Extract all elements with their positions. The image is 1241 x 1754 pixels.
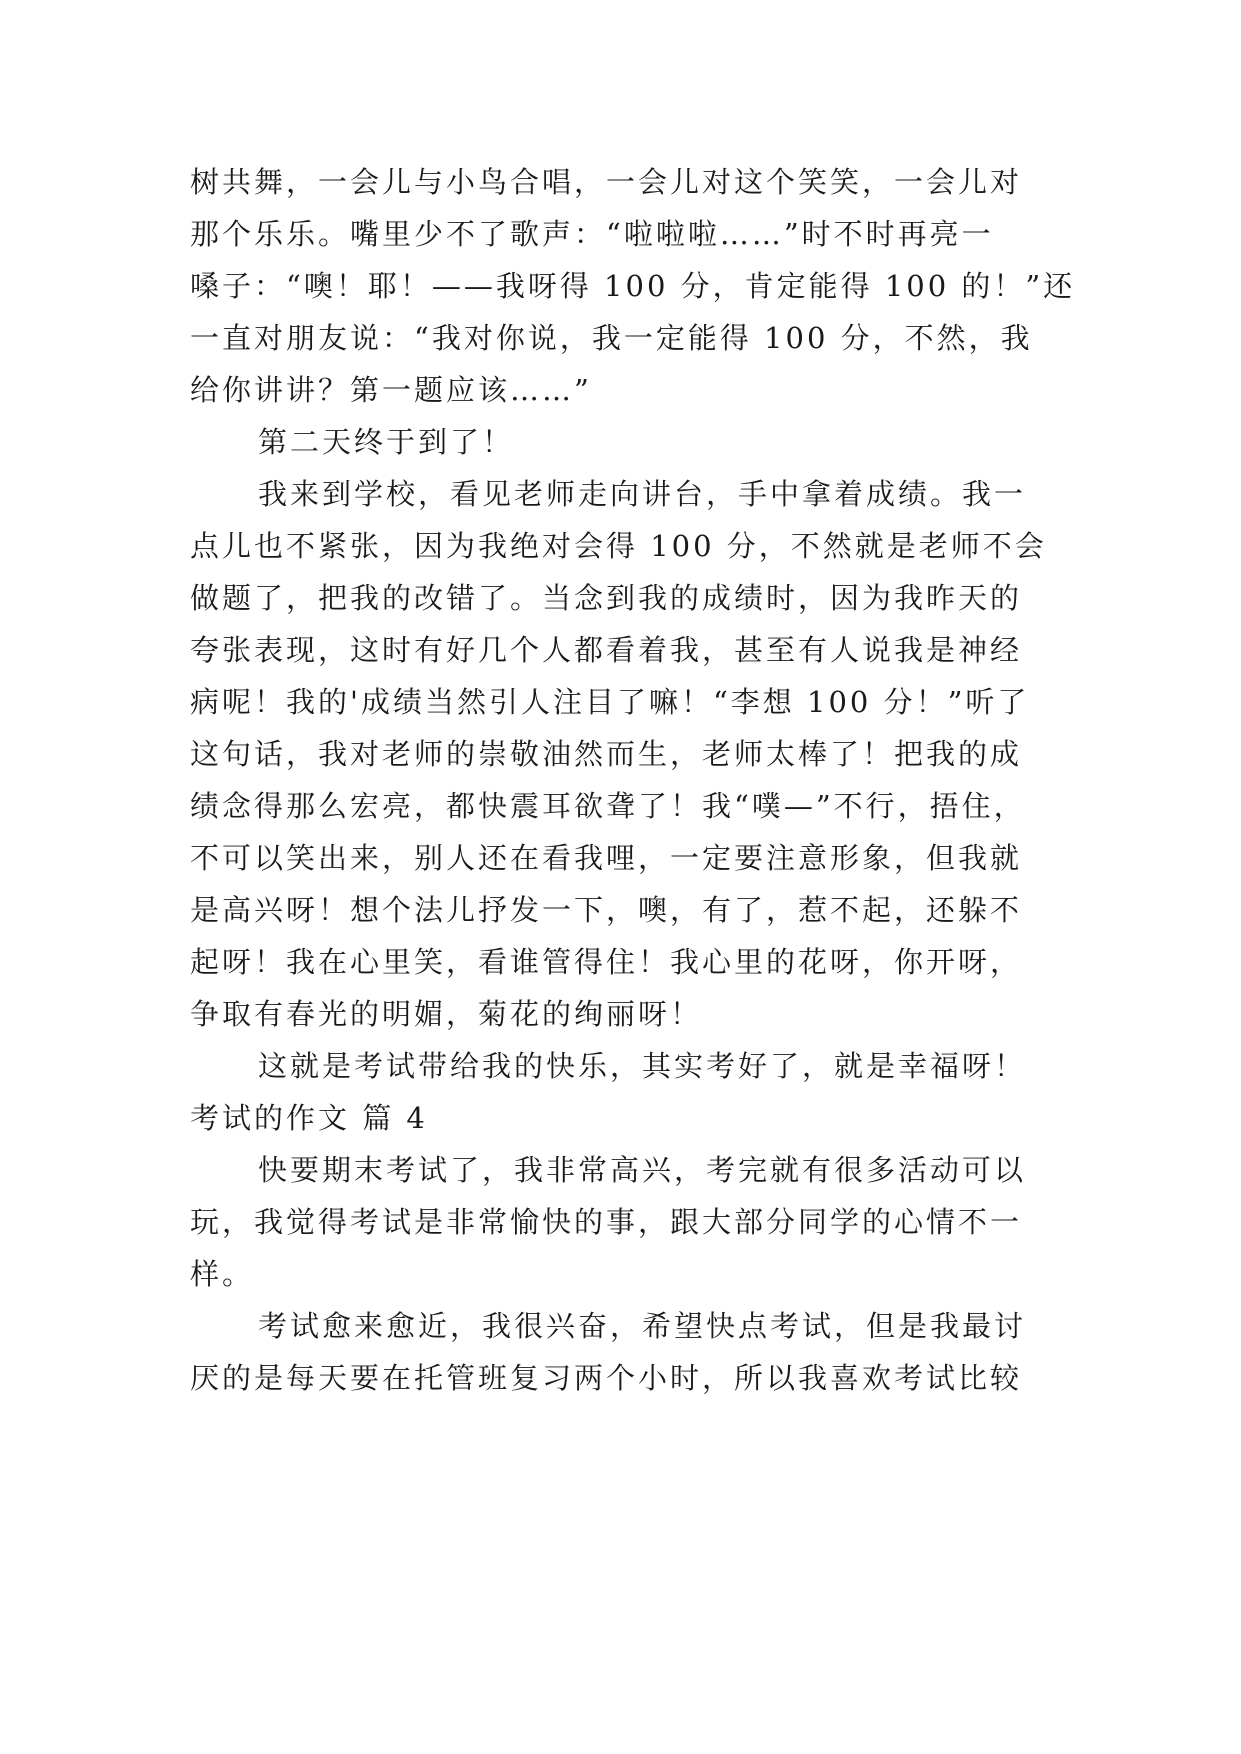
text-line: 是高兴呀！想个法儿抒发一下，噢，有了，惹不起，还躲不 xyxy=(190,893,1023,927)
text-line: 点儿也不紧张，因为我绝对会得 100 分，不然就是老师不会 xyxy=(190,529,1047,563)
text-line: 第二天终于到了！ xyxy=(258,425,515,459)
text-line: 嗓子：“噢！耶！——我呀得 100 分，肯定能得 100 的！”还 xyxy=(190,269,1076,303)
text-line: 这句话，我对老师的崇敬油然而生，老师太棒了！把我的成 xyxy=(190,737,1023,771)
text-line: 厌的是每天要在托管班复习两个小时，所以我喜欢考试比较 xyxy=(190,1361,1023,1395)
text-line: 争取有春光的明媚，菊花的绚丽呀！ xyxy=(190,997,703,1031)
text-line: 我来到学校，看见老师走向讲台，手中拿着成绩。我一 xyxy=(258,477,1027,511)
text-line: 一直对朋友说：“我对你说，我一定能得 100 分，不然，我 xyxy=(190,321,1033,355)
text-line: 样。 xyxy=(190,1257,255,1291)
text-line: 这就是考试带给我的快乐，其实考好了，就是幸福呀！ xyxy=(258,1049,1027,1083)
section-heading: 考试的作文 篇 4 xyxy=(190,1101,428,1135)
text-line: 玩，我觉得考试是非常愉快的事，跟大部分同学的心情不一 xyxy=(190,1205,1023,1239)
text-line: 做题了，把我的改错了。当念到我的成绩时，因为我昨天的 xyxy=(190,581,1023,615)
text-line: 起呀！我在心里笑，看谁管得住！我心里的花呀，你开呀， xyxy=(190,945,1023,979)
text-line: 夸张表现，这时有好几个人都看着我，甚至有人说我是神经 xyxy=(190,633,1023,667)
text-line: 树共舞，一会儿与小鸟合唱，一会儿对这个笑笑，一会儿对 xyxy=(190,165,1023,199)
text-line: 那个乐乐。嘴里少不了歌声：“啦啦啦……”时不时再亮一 xyxy=(190,217,994,251)
text-line: 不可以笑出来，别人还在看我哩，一定要注意形象，但我就 xyxy=(190,841,1023,875)
text-line: 给你讲讲？第一题应该……” xyxy=(190,373,592,407)
text-line: 考试愈来愈近，我很兴奋，希望快点考试，但是我最讨 xyxy=(258,1309,1027,1343)
text-line: 绩念得那么宏亮，都快震耳欲聋了！我“噗—”不行，捂住， xyxy=(190,789,1026,823)
text-line: 快要期末考试了，我非常高兴，考完就有很多活动可以 xyxy=(258,1153,1027,1187)
text-line: 病呢！我的'成绩当然引人注目了嘛！“李想 100 分！”听了 xyxy=(190,685,1030,719)
